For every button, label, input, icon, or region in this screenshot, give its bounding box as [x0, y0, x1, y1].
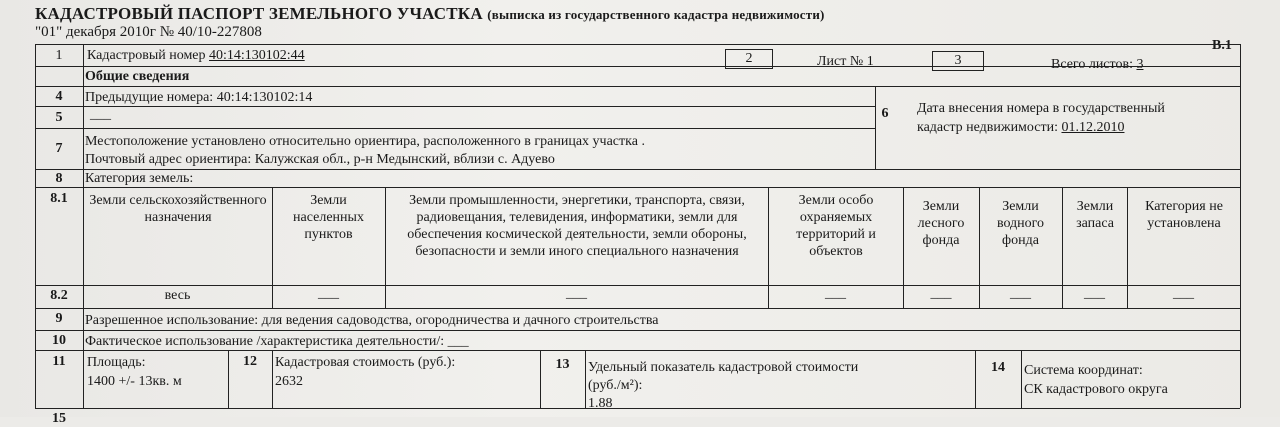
row-number: 8.1 — [50, 191, 68, 206]
category-water: Земли водного фонда — [996, 199, 1045, 248]
row-number: 14 — [991, 360, 1005, 375]
row-number: 12 — [243, 354, 257, 369]
specific-value: 1.88 — [588, 396, 613, 411]
category-value: ___ — [1173, 286, 1194, 301]
specific-value-label-2: (руб./м²): — [588, 378, 643, 393]
row-number: 11 — [52, 354, 66, 369]
permitted-use: Разрешенное использование: для ведения садоводства, огородничества и дачного строительства — [85, 313, 659, 328]
form-code: В.1 — [1212, 38, 1232, 53]
row-number: 5 — [55, 110, 63, 125]
category-reserve: Земли запаса — [1076, 199, 1114, 231]
coordinate-system-value: СК кадастрового округа — [1024, 382, 1168, 397]
row-number: 4 — [55, 89, 63, 104]
row-number: 8 — [55, 171, 63, 186]
coordinate-system-label: Система координат: — [1024, 363, 1143, 378]
location-line-2: Почтовый адрес ориентира: Калужская обл., р-н Медынский, вблизи с. Адуево — [85, 152, 555, 167]
box-3: 3 — [932, 51, 984, 71]
row-divider — [35, 330, 1240, 331]
category-value: ___ — [1010, 286, 1031, 301]
box-2: 2 — [725, 49, 773, 69]
total-sheets: Всего листов: 3 — [1051, 57, 1144, 72]
row5-value: ___ — [90, 107, 111, 122]
row-divider — [35, 169, 1240, 170]
entry-date-label-2: кадастр недвижимости: 01.12.2010 — [917, 120, 1125, 135]
category-value: весь — [164, 288, 191, 303]
category-not-set: Категория не установлена — [1145, 199, 1223, 231]
row-divider — [35, 350, 1240, 351]
category-forest: Земли лесного фонда — [917, 199, 965, 248]
category-industry: Земли промышленности, энергетики, транспорта, связи, радиовещания, телевидения, информатики, земли для обеспечения космической деятельности, земли обороны, безопасности и земли иного специального назначения — [407, 193, 747, 259]
row-divider — [35, 106, 875, 107]
cadastral-value-label: Кадастровая стоимость (руб.): — [275, 355, 456, 370]
row-number: 13 — [555, 357, 570, 372]
row-number: 1 — [55, 48, 63, 63]
row-number: 9 — [55, 311, 63, 326]
land-category-label: Категория земель: — [85, 171, 194, 186]
category-value: ___ — [1084, 286, 1105, 301]
cadastral-value: 2632 — [275, 374, 303, 389]
category-value: ___ — [566, 286, 587, 301]
category-value: ___ — [318, 286, 339, 301]
entry-date-value: 01.12.2010 — [1061, 120, 1125, 135]
col-divider — [83, 44, 84, 408]
row-divider — [35, 308, 1240, 309]
specific-value-label-1: Удельный показатель кадастровой стоимости — [588, 360, 859, 375]
sheet-number: Лист № 1 — [817, 54, 874, 69]
row-divider — [35, 86, 1240, 87]
col-divider — [585, 350, 586, 408]
row-number: 10 — [52, 333, 66, 348]
row-number: 7 — [55, 141, 63, 156]
passport-table — [35, 44, 1240, 424]
location-line-1: Местоположение установлено относительно ориентира, расположенного в границах участка . — [85, 134, 645, 149]
category-settlements: Земли населенных пунктов — [293, 193, 364, 242]
row-divider — [35, 187, 1240, 188]
actual-use: Фактическое использование /характеристика деятельности/: ___ — [85, 334, 469, 349]
entry-date-label-1: Дата внесения номера в государственный — [917, 101, 1165, 116]
section-general-title: Общие сведения — [85, 69, 190, 84]
cadastral-number-value: 40:14:130102:44 — [209, 48, 305, 63]
title-main: КАДАСТРОВЫЙ ПАСПОРТ ЗЕМЕЛЬНОГО УЧАСТКА — [35, 4, 483, 23]
document-title — [35, 4, 825, 24]
title-subtitle: (выписка из государственного кадастра недвижимости) — [487, 7, 825, 22]
previous-numbers: Предыдущие номера: 40:14:130102:14 — [85, 90, 313, 105]
area-value: 1400 +/- 13кв. м — [87, 374, 182, 389]
cadastral-number-label: Кадастровый номер 40:14:130102:44 — [87, 48, 305, 63]
area-label: Площадь: — [87, 355, 146, 370]
col-divider — [1240, 44, 1241, 408]
category-value: ___ — [930, 286, 952, 301]
col-divider — [1021, 350, 1022, 408]
category-value: ___ — [825, 286, 846, 301]
row-divider — [35, 408, 1240, 409]
row-number: 15 — [52, 411, 66, 426]
row-number: 8.2 — [50, 288, 68, 303]
row-divider — [35, 128, 875, 129]
category-protected: Земли особо охраняемых территорий и объектов — [796, 193, 876, 259]
document-date-number: "01" декабря 2010г № 40/10-227808 — [35, 24, 262, 40]
col-divider — [272, 350, 273, 408]
row-number: 6 — [881, 106, 889, 121]
col-divider — [875, 86, 876, 169]
category-agricultural: Земли сельскохозяйственного назначения — [89, 193, 267, 225]
row-divider — [35, 44, 1240, 45]
